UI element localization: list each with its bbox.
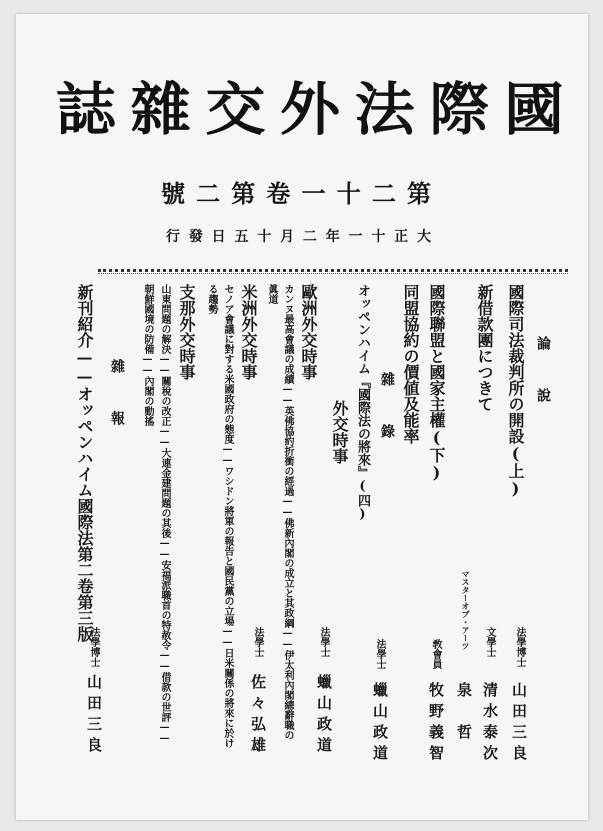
toc-subtopics: 朝鮮國境の防備——內閣の動搖 (142, 284, 153, 426)
toc-article: 新刊紹介——オッペンハイム國際法第二卷第三版 (75, 284, 94, 642)
section-heading-zatsuroku: 雜 錄 (379, 372, 395, 450)
masthead-char: 國 (503, 76, 566, 143)
issue-char: 一 (301, 179, 326, 208)
issue-char: 二 (371, 179, 396, 208)
date-char: 十 (371, 229, 386, 245)
toc-subtopics: る趨勢 (206, 284, 217, 314)
section-heading-ronsetsu: 論 說 (535, 336, 551, 414)
masthead-char: 外 (279, 76, 342, 143)
author-title: 法學博士 (514, 627, 525, 667)
issue-char: 十 (336, 179, 361, 208)
section-heading-zappo: 雜 報 (109, 359, 125, 437)
author-title: 法學士 (318, 627, 329, 657)
toc-subtopics: 山東問題の解決——關稅の改正——大連金建問題の其後——安福派職首の特赦令——借款の世評—— (159, 284, 170, 744)
author-name: 蠟山政道 (315, 674, 333, 758)
issue-char: 二 (196, 179, 221, 208)
toc-article: 同盟協約の價値及能率 (401, 284, 420, 444)
author-name: 蠟山政道 (371, 682, 389, 766)
date-char: 十 (257, 229, 272, 245)
author-title: 法學博士 (88, 627, 99, 667)
author-title: マスターオブ・アーツ (461, 570, 471, 650)
issue-char: 第 (406, 179, 431, 208)
date-char: 正 (394, 229, 409, 245)
author-name: 泉 哲 (455, 682, 473, 745)
author-name: 清水泰次 (481, 682, 499, 766)
issue-date (166, 226, 431, 246)
masthead-char: 際 (429, 76, 492, 143)
toc-subtopics: 眞道 (266, 284, 277, 304)
issue-number (161, 174, 431, 209)
toc-subtopics: カンヌ最高會議の成績——英佛協約折衝の經過——佛新內閣の成立と其政綱——伊太利內閣總辭職の (282, 284, 293, 740)
date-char: 年 (325, 229, 340, 245)
issue-char: 第 (231, 179, 256, 208)
issue-char: 卷 (266, 179, 291, 208)
toc-article: 支那外交時事 (177, 284, 196, 380)
date-char: 五 (234, 229, 249, 245)
toc-subtopics: セノア會議に對する米國政府の態度——ワシドン將軍の報告と國民黨の立場——日米關係の將來に於け (222, 284, 233, 748)
date-char: 月 (280, 229, 295, 245)
author-title: 敎會員 (430, 639, 441, 669)
toc-article: 新借款團につきて (475, 284, 494, 412)
date-char: 發 (188, 229, 203, 245)
date-char: 日 (211, 229, 226, 245)
masthead-char: 雜 (130, 76, 193, 143)
masthead-title (56, 69, 566, 141)
toc-article: 國際聯盟と國家主權(下) (427, 284, 446, 482)
author-name: 山田三良 (510, 682, 528, 766)
toc-article: 國際司法裁判所の開設(上) (506, 284, 525, 498)
section-heading-gaiko: 外交時事 (330, 400, 349, 464)
author-name: 牧野義智 (427, 682, 445, 766)
author-name: 佐々弘雄 (249, 674, 267, 758)
masthead-char: 交 (205, 76, 268, 143)
author-title: 法學士 (252, 627, 263, 657)
toc-article: 歐洲外交時事 (299, 284, 318, 380)
issue-char: 號 (161, 179, 185, 208)
toc-article: 米洲外交時事 (239, 284, 258, 380)
author-name: 山田三良 (85, 674, 103, 758)
author-title: 文學士 (484, 627, 495, 657)
date-char: 二 (302, 229, 317, 245)
masthead-char: 誌 (56, 76, 118, 143)
date-char: 一 (348, 229, 363, 245)
author-title: 法學士 (374, 639, 385, 669)
dotted-divider (98, 273, 568, 274)
date-char: 大 (416, 229, 431, 245)
toc-article: オッペンハイム『國際法の將來』(四) (355, 284, 370, 522)
masthead-char: 法 (354, 76, 417, 143)
date-char: 行 (166, 229, 180, 245)
dotted-divider (98, 269, 568, 272)
magazine-page (16, 14, 588, 820)
